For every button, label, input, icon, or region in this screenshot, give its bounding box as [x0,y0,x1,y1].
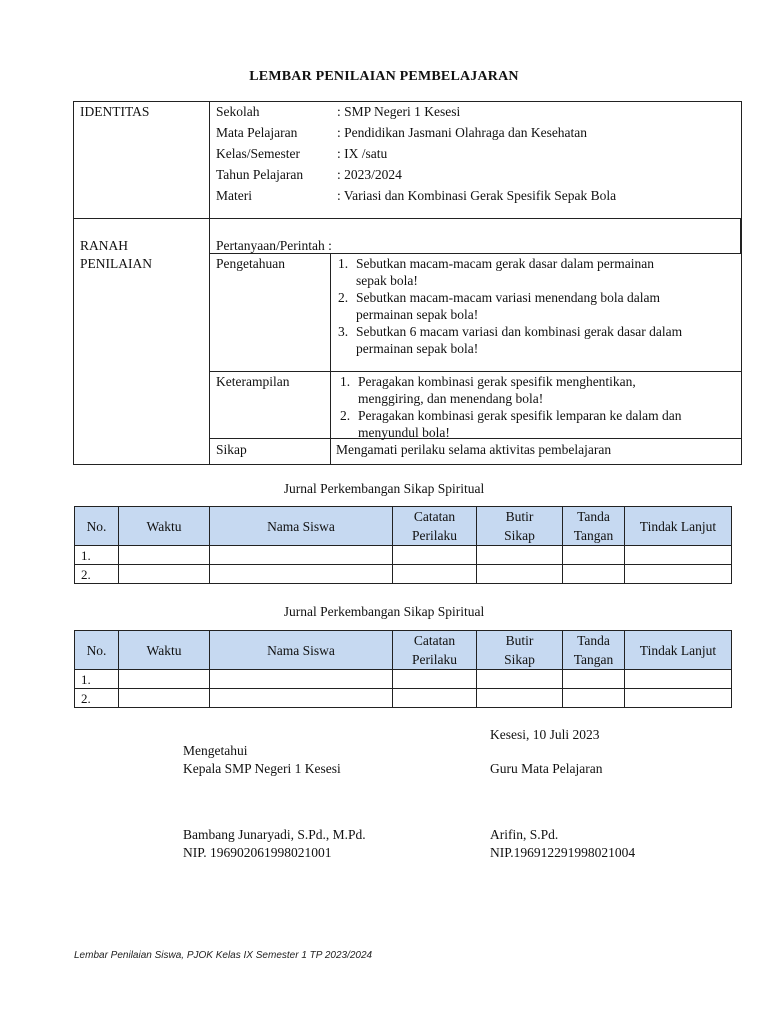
table-cell[interactable] [119,670,210,689]
pengetahuan-list [338,255,682,357]
column-header: Catatan Perilaku [393,631,477,670]
pengetahuan-label: Pengetahuan [216,256,285,271]
journal-title: Jurnal Perkembangan Sikap Spiritual [283,481,485,496]
table-cell[interactable] [625,689,732,708]
materi-label: Materi [216,188,252,203]
column-header: No. [75,507,119,546]
approver-nip: NIP. 196902061998021001 [183,845,332,860]
table-cell[interactable] [625,565,732,584]
column-header: Nama Siswa [210,507,393,546]
table-cell[interactable] [119,689,210,708]
column-header: Butir Sikap [477,507,563,546]
column-header: Butir Sikap [477,631,563,670]
table-row [75,565,732,584]
sikap-text: Mengamati perilaku selama aktivitas pembelajaran [336,442,612,457]
tahun-value: : 2023/2024 [337,167,402,182]
table-cell[interactable] [393,546,477,565]
approver-name: Bambang Junaryadi, S.Pd., M.Pd. [183,827,366,842]
place-date: Kesesi, 10 Juli 2023 [490,727,600,742]
table-header-row [75,631,732,670]
table-cell[interactable] [210,546,393,565]
ranah-heading: RANAH [80,238,129,253]
column-header: Tanda Tangan [563,631,625,670]
column-header: Catatan Perilaku [393,507,477,546]
prompt-label: Pertanyaan/Perintah : [216,238,332,253]
table-cell[interactable] [210,670,393,689]
list-item: 2. Peragakan kombinasi gerak spesifik lemparan ke dalam dan menyundul bola! [340,408,682,440]
page-footer: Lembar Penilaian Siswa, PJOK Kelas IX Semester 1 TP 2023/2024 [74,950,373,961]
list-item: 3. Sebutkan 6 macam variasi dan kombinasi gerak dasar dalam permainan sepak bola! [338,324,683,356]
keterampilan-list [340,373,682,441]
materi-value: : Variasi dan Kombinasi Gerak Spesifik Sepak Bola [337,188,617,203]
approver-title: Kepala SMP Negeri 1 Kesesi [183,761,341,776]
column-header: Nama Siswa [210,631,393,670]
column-header: Waktu [119,507,210,546]
divider [740,218,741,254]
divider [330,253,331,465]
column-header: Tanda Tangan [563,507,625,546]
keterampilan-label: Keterampilan [216,374,290,389]
table-cell[interactable] [625,670,732,689]
table-header-row [75,507,732,546]
list-item: 1. Peragakan kombinasi gerak spesifik menghentikan, menggiring, dan menendang bola! [340,374,636,406]
table-row [75,689,732,708]
column-header: Waktu [119,631,210,670]
table-cell[interactable] [563,546,625,565]
table-cell[interactable] [210,565,393,584]
column-header: No. [75,631,119,670]
journal-table [74,506,732,584]
divider [73,218,742,219]
sekolah-label: Sekolah [216,104,260,119]
table-cell[interactable] [393,689,477,708]
table-cell[interactable] [477,546,563,565]
journal-title: Jurnal Perkembangan Sikap Spiritual [283,604,485,619]
row-number: 2. [75,689,119,708]
list-item: 2. Sebutkan macam-macam variasi menendang bola dalam permainan sepak bola! [338,290,661,322]
approver-label: Mengetahui [183,743,248,758]
table-cell[interactable] [210,689,393,708]
table-cell[interactable] [119,565,210,584]
kelas-value: : IX /satu [337,146,388,161]
list-item: 1. Sebutkan macam-macam gerak dasar dalam permainan sepak bola! [338,256,654,288]
sikap-label: Sikap [216,442,247,457]
column-header: Tindak Lanjut [625,507,732,546]
table-cell[interactable] [477,565,563,584]
ranah-heading: PENILAIAN [80,256,152,271]
sekolah-value: : SMP Negeri 1 Kesesi [337,104,461,119]
teacher-nip: NIP.196912291998021004 [490,845,636,860]
row-number: 1. [75,546,119,565]
divider [209,371,742,372]
table-cell[interactable] [563,689,625,708]
journal-table [74,630,732,708]
table-cell[interactable] [393,670,477,689]
identitas-heading: IDENTITAS [80,104,150,119]
page-title: LEMBAR PENILAIAN PEMBELAJARAN [249,69,519,84]
table-cell[interactable] [119,546,210,565]
table-cell[interactable] [625,546,732,565]
table-cell[interactable] [393,565,477,584]
kelas-label: Kelas/Semester [216,146,300,161]
table-cell[interactable] [563,670,625,689]
row-number: 2. [75,565,119,584]
table-cell[interactable] [477,689,563,708]
mapel-label: Mata Pelajaran [216,125,298,140]
table-cell[interactable] [563,565,625,584]
column-header: Tindak Lanjut [625,631,732,670]
mapel-value: : Pendidikan Jasmani Olahraga dan Kesehatan [337,125,588,140]
table-cell[interactable] [477,670,563,689]
table-row [75,670,732,689]
tahun-label: Tahun Pelajaran [216,167,304,182]
table-row [75,546,732,565]
divider [209,101,210,465]
teacher-name: Arifin, S.Pd. [490,827,559,842]
row-number: 1. [75,670,119,689]
teacher-title: Guru Mata Pelajaran [490,761,603,776]
